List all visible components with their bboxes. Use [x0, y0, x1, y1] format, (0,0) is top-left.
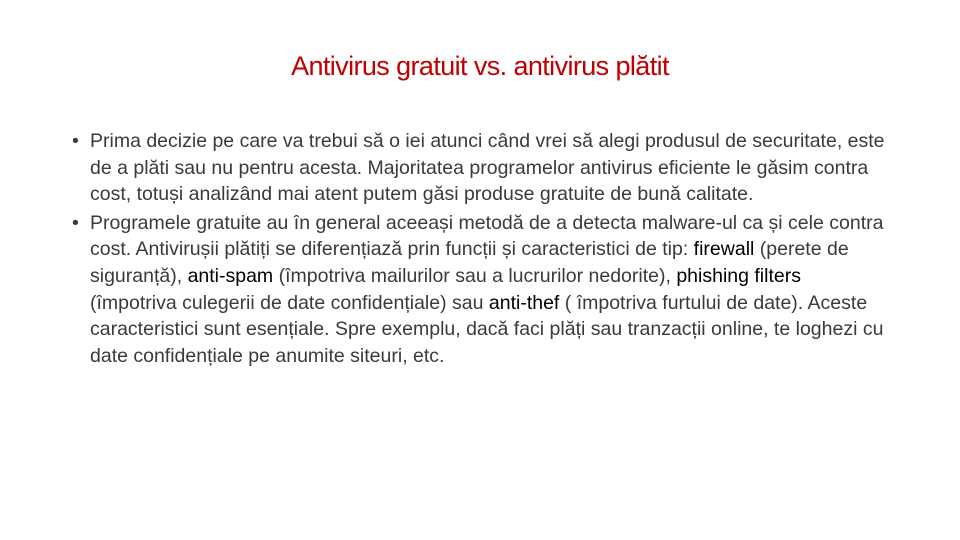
text-segment: (perete de siguranță), [90, 238, 849, 287]
text-segment: (împotriva culegerii de date confidențiale) sau [90, 291, 489, 314]
bullet-item-2 [72, 210, 892, 370]
keyword-anti-spam: anti-spam [187, 264, 274, 287]
keyword-firewall: firewall [693, 238, 755, 261]
bullet-item-1 [72, 128, 892, 208]
text-segment: Programele gratuite au în general aceeași metodă de a detecta malware-ul ca și cele contra cost. Antivirușii plătiți se diferențiază prin funcții și caracteristici de tip: [90, 211, 884, 261]
bullet-icon: • [72, 130, 79, 152]
bullet-text-1: Prima decizie pe care va trebui să o iei atunci când vrei să alegi produsul de securitate, este de a plăti sau nu pentru acesta. Majoritatea programelor antivirus eficiente le găsim contra cost, totuși analizând mai atent putem găsi produse gratuite de bună calitate. [90, 130, 885, 206]
slide-title: Antivirus gratuit vs. antivirus plătit [291, 51, 669, 81]
bullet-icon: • [72, 211, 79, 234]
text-segment: ( împotriva furtului de date). Aceste caracteristici sunt esențiale. Spre exemplu, dacă faci plăți sau tranzacții online, te loghezi cu date confidențiale pe anumite siteuri, etc. [90, 291, 884, 367]
bullet-list [72, 128, 892, 371]
keyword-anti-thef: anti-thef [488, 291, 560, 314]
bullet-text-2 [90, 212, 883, 367]
text-segment: (împotriva mailurilor sau a lucrurilor nedorite), [273, 264, 677, 287]
keyword-phishing-filters: phishing filters [676, 264, 801, 287]
